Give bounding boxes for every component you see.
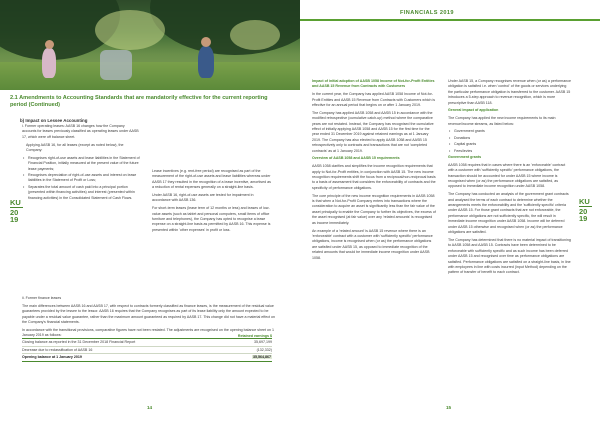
table-row: Decrease due to reclassification of AASB 16 (132,332) (22, 347, 272, 355)
short-term-leases-paragraph: For short-term leases (lease term of 12 months or less) and leases of low-value assets (such as tablet and personal computers, small items of office furniture and telephones), the Company has opted to recognise a lease expense on a straight-line basis as permitted by AASB 16. This expense is presented within 'other expenses' in profit or loss. (152, 206, 271, 232)
list-item: • Government grants (448, 129, 572, 134)
revenue-column-1 (312, 79, 436, 263)
related-amount-paragraph: An example of a 'related amount' is AASB 15 revenue where there is an 'enforceable' contract with a customer with 'sufficiently specific' performance obligations, income is recognised when (or as) the performance obligations are satisfied under AASB 15, as opposed to immediate recognition of the related amounts that would be immediate income recognition under AASB 1058. (312, 228, 433, 260)
overview-paragraph: AASB 1058 clarifies and simplifies the income recognition requirements that apply to Not-for-Profit entities, in conjunction with AASB 15. The new income recognition requirements shift the focus from a reciprocal/non-reciprocal basis to a basis of assessment that considers the enforceability of contracts and the specificity of performance obligations. (312, 164, 436, 190)
revenue-streams-list (448, 129, 572, 154)
list-item: • Donations (448, 136, 572, 141)
list-item: • Fees/levies (448, 149, 572, 154)
section-title: 2.1 Amendments to Accounting Standards that are mandatorily effective for the current reporting period (Continued) (10, 95, 268, 108)
grants-paragraph-1: AASB 1058 requires that in cases where there is an 'enforceable' contract with a customer with 'sufficiently specific' performance obligations, the transaction should be accounted for under AASB 15 where income is recognised when (or as) the performance obligations are satisfied, as opposed to immediate income recognition under AASB 1058. (448, 162, 566, 189)
section-subtitle: b) Impact on Lessee Accounting (20, 118, 88, 123)
lease-incentives-paragraph: Lease incentives (e.g. rent-free period) are recognised as part of the measurement of the right-of-use assets and lease liabilities whereas under AASB 17 they resulted in the recognition of a lease incentive, amortised as a reduction of rental expenses generally on a straight-line basis. (152, 169, 271, 190)
former-operating-leases-intro: i. Former operating leases: AASB 16 changes how the Company accounts for leases previously classified as operating leases under AASB 17, which were off balance sheet. (22, 124, 139, 139)
finance-leases-paragraph: The main differences between AASB 16 and AASB 17, with respect to contracts formerly classified as finance leases, is the measurement of the residual value guarantees provided by the lessee to the lessor. AASB 16 requires that the Company recognises as part of its lease liability only the amount expected to be payable under a residual value guarantee, rather than the maximum amount guaranteed as required by AASB 17. This change did not have a material effect on the Company's financial statements. (22, 303, 275, 325)
core-principle-paragraph: The core principle of the new income recognition requirements in AASB 1058 is that when a Not-for-Profit Company enters into transactions where the consideration to acquire an asset is significantly less than the fair value of the asset principally to enable the Company to further its objectives, the excess of the asset recognised (at fair value) over any 'related amounts' is recognised as income immediately. (312, 193, 436, 225)
page-number-left: 14 (147, 405, 153, 410)
side-mark-right: KU 20 19 (579, 198, 592, 222)
table-row: Closing balance as reported in the 31 December 2018 Financial Report 35,697,199 (22, 339, 272, 347)
list-item: • Separates the total amount of cash paid into a principal portion (presented within financing activities) and interest (presented within financing activities) in the Consolidated Statement of Cash Flows. (22, 185, 140, 201)
applying-aasb16: Applying AASB 16, for all leases (except as noted below), the Company: (26, 142, 124, 153)
aasb16-bullets (22, 156, 140, 201)
grants-paragraph-3: The Company has determined that there is no material impact of transitioning to AASB 1058 and AASB 15. Contracts have been determined to be enforceable with sufficiently specific and as such income has been deferred under AASB 15 and recognised over time as performance obligations are satisfied. Performance obligations are satisfied on a straight-line basis, in line with employees in line with costs incurred (input Method) depending on the pattern of transfer of benefit to each contract. (448, 237, 571, 275)
retained-earnings-table (22, 333, 272, 362)
page-number-right: 15 (446, 405, 452, 410)
table-total-row: Opening balance at 1 January 2019 35,564,867 (22, 354, 272, 362)
general-impact-paragraph: The Company has applied the new income requirements to its main revenue/income streams, as listed below: (448, 116, 556, 126)
impairment-paragraph: Under AASB 16, right-of-use assets are tested for impairment in accordance with AASB 136. (152, 193, 254, 203)
table-header: Retained earnings $ (22, 333, 272, 339)
lessee-column-1 (22, 124, 140, 202)
aasb1058-intro: In the current year, the Company has applied AASB 1058 Income of Not-for-Profit Entities and AASB 15 Revenue from Contracts with Customers which is effective for an annual period that begins on or after 1 January 2019. (312, 92, 436, 108)
list-item: • Capital grants (448, 142, 572, 147)
aasb1058-heading: Impact of initial adoption of AASB 1058 Income of Not-for-Profit Entities and AASB 15 Revenue from Contracts with Customers (312, 79, 435, 89)
garden-photo (0, 0, 300, 90)
transition-paragraph: In accordance with the transitional provisions, comparative figures have not been restated. The adjustments are recognised on the opening balance sheet on 1 January 2019 as follows: (22, 327, 275, 338)
revenue-column-2 (448, 79, 572, 278)
list-item: • Recognises depreciation of right-of-use assets and interest on lease liabilities in the Statement of Profit or Loss; (22, 173, 140, 184)
side-mark-left: KU 20 19 (10, 199, 23, 223)
government-grants-heading: Government grants (448, 155, 482, 160)
modified-retrospective-paragraph: The Company has applied AASB 1058 and AASB 15 in accordance with the modified retrospective (cumulative catch-up) method where the comparative years are not restated. Instead, the Company has recognised the cumulative effect of initially applying AASB 1058 and AASB 15 for the first time for the year ended 31 December 2019 against retained earnings as at 1 January 2019. The Company has also elected to apply AASB 1058 and AASB 15 retrospectively only to contracts and transactions that are not 'completed contracts' as at 1 January 2019. (312, 110, 434, 153)
grants-paragraph-2: The Company has conducted an analysis of the government grant contracts and analysed the terms of each contract to determine whether the arrangements meets the enforceability and the 'sufficiently specific' criteria under AASB 15. For those grant contracts that are not enforceable, the performance obligations are not sufficiently specific, the will result in immediate income recognition under AASB 1058. Income will be deferred under AASB 15 otherwise and recognised when (or as) the performance obligations are satisfied. (448, 192, 569, 235)
lessee-column-2 (152, 169, 272, 236)
overview-heading: Overview of AASB 1058 and AASB 15 requirements (312, 156, 400, 161)
list-item: • Recognises right-of-use assets and lease liabilities in the Statement of Financial Position, initially measured at the present value of the future lease payments; (22, 156, 140, 172)
header-title: FINANCIALS 2019 (400, 10, 454, 16)
former-finance-leases-heading: ii. Former finance leases (22, 296, 62, 300)
general-impact-heading: General impact of application (448, 108, 499, 113)
aasb15-paragraph: Under AASB 15, a Company recognises revenue when (or as) a performance obligation is satisfied i.e. when 'control' of the goods or services underlying the particular performance obligation is transferred to the customer. AASB 15 introduces a 5-step approach to revenue recognition, which is more prescriptive than AASB 118. (448, 79, 572, 105)
header-rule (300, 19, 600, 21)
